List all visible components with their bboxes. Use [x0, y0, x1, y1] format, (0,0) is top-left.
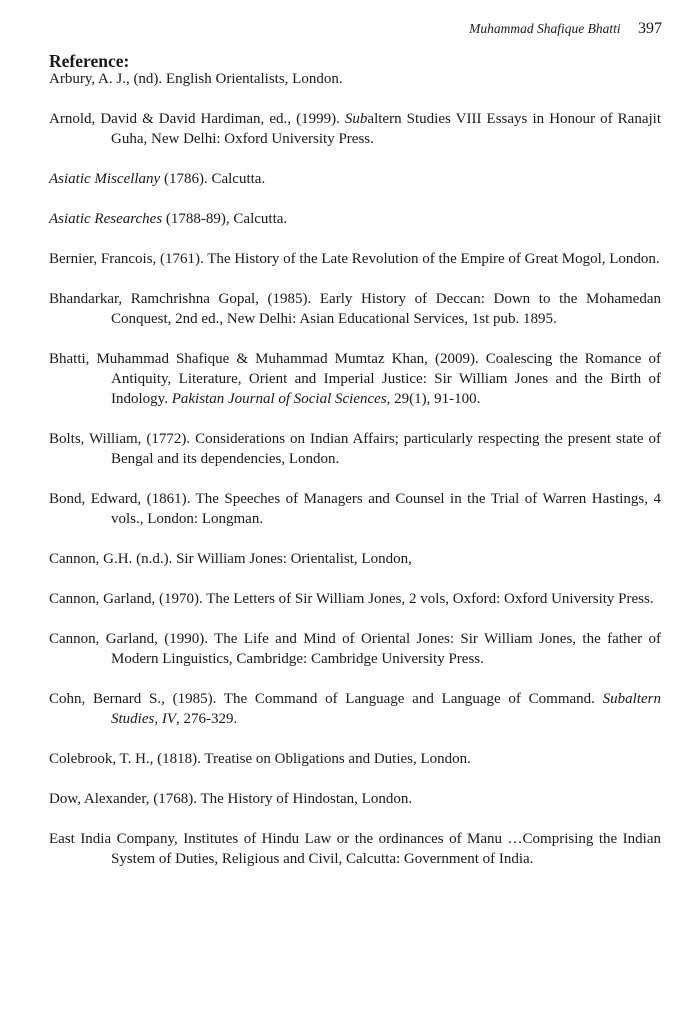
- reference-text: altern Studies VIII Essays in Honour of Ranajit Guha, New Delhi: Oxford University Press.: [111, 111, 661, 147]
- reference-text: Cannon, Garland, (1970). The Letters of Sir William Jones, 2 vols, Oxford: Oxford University Press.: [49, 591, 654, 607]
- reference-italic-text: Asiatic Miscellany: [49, 171, 161, 187]
- reference-italic-text: Pakistan Journal of Social Sciences: [171, 391, 387, 407]
- reference-entry: [49, 349, 661, 409]
- reference-text: , 29(1), 91-100.: [386, 391, 481, 407]
- reference-entry: [49, 829, 661, 869]
- reference-entry: [49, 689, 661, 729]
- reference-italic-text: Asiatic Researches: [49, 211, 163, 227]
- reference-text: Bhandarkar, Ramchrishna Gopal, (1985). Early History of Deccan: Down to the Mohamedan Conquest, 2nd ed., New Delhi: Asian Educational Services, 1st pub. 1895.: [49, 291, 661, 327]
- reference-text: Bond, Edward, (1861). The Speeches of Managers and Counsel in the Trial of Warren Hastings, 4 vols., London: Longman.: [49, 491, 661, 527]
- reference-entry: [49, 549, 661, 569]
- reference-text: (1786). Calcutta.: [160, 171, 266, 187]
- running-head: [469, 19, 662, 39]
- reference-entry: [49, 789, 661, 809]
- reference-entry: [49, 289, 661, 329]
- reference-text: Dow, Alexander, (1768). The History of Hindostan, London.: [49, 791, 413, 807]
- running-head-author: Muhammad Shafique Bhatti: [469, 21, 621, 36]
- reference-entry: [49, 109, 661, 149]
- reference-text: (1788-89), Calcutta.: [162, 211, 288, 227]
- reference-italic-text: Sub: [344, 111, 368, 127]
- reference-entry: [49, 69, 661, 89]
- reference-entry: [49, 249, 661, 269]
- reference-text: Arnold, David & David Hardiman, ed., (1999).: [49, 111, 345, 127]
- reference-entry: [49, 169, 661, 189]
- page-number: 397: [638, 20, 662, 37]
- reference-entry: [49, 749, 661, 769]
- reference-text: Cannon, Garland, (1990). The Life and Mind of Oriental Jones: Sir William Jones, the father of Modern Linguistics, Cambridge: Cambridge University Press.: [49, 631, 661, 667]
- reference-heading: Reference:: [49, 51, 130, 71]
- reference-entry: [49, 429, 661, 469]
- reference-text: Cannon, G.H. (n.d.). Sir William Jones: Orientalist, London,: [49, 551, 412, 567]
- reference-entry: [49, 629, 661, 669]
- reference-text: Arbury, A. J., (nd). English Orientalists, London.: [49, 71, 343, 87]
- reference-text: Colebrook, T. H., (1818). Treatise on Obligations and Duties, London.: [49, 751, 471, 767]
- reference-entry: [49, 209, 661, 229]
- reference-list: [49, 69, 661, 869]
- reference-text: Bolts, William, (1772). Considerations on Indian Affairs; particularly respecting the present state of Bengal and its dependencies, London.: [49, 431, 661, 467]
- reference-text: Bernier, Francois, (1761). The History of the Late Revolution of the Empire of Great Mogol, London.: [49, 251, 660, 267]
- reference-entry: [49, 589, 661, 609]
- reference-text: Cohn, Bernard S., (1985). The Command of Language and Language of Command.: [49, 691, 603, 707]
- reference-text: Bhatti, Muhammad Shafique & Muhammad Mumtaz Khan, (2009). Coalescing the Romance of Antiquity, Literature, Orient and Imperial Justice: Sir William Jones and the Birth of Indology.: [49, 351, 661, 407]
- reference-text: , 276-329.: [176, 711, 238, 727]
- reference-italic-text: Subaltern Studies, IV: [111, 691, 661, 727]
- reference-entry: [49, 489, 661, 529]
- reference-text: East India Company, Institutes of Hindu Law or the ordinances of Manu …Comprising the Indian System of Duties, Religious and Civil, Calcutta: Government of India.: [49, 831, 661, 867]
